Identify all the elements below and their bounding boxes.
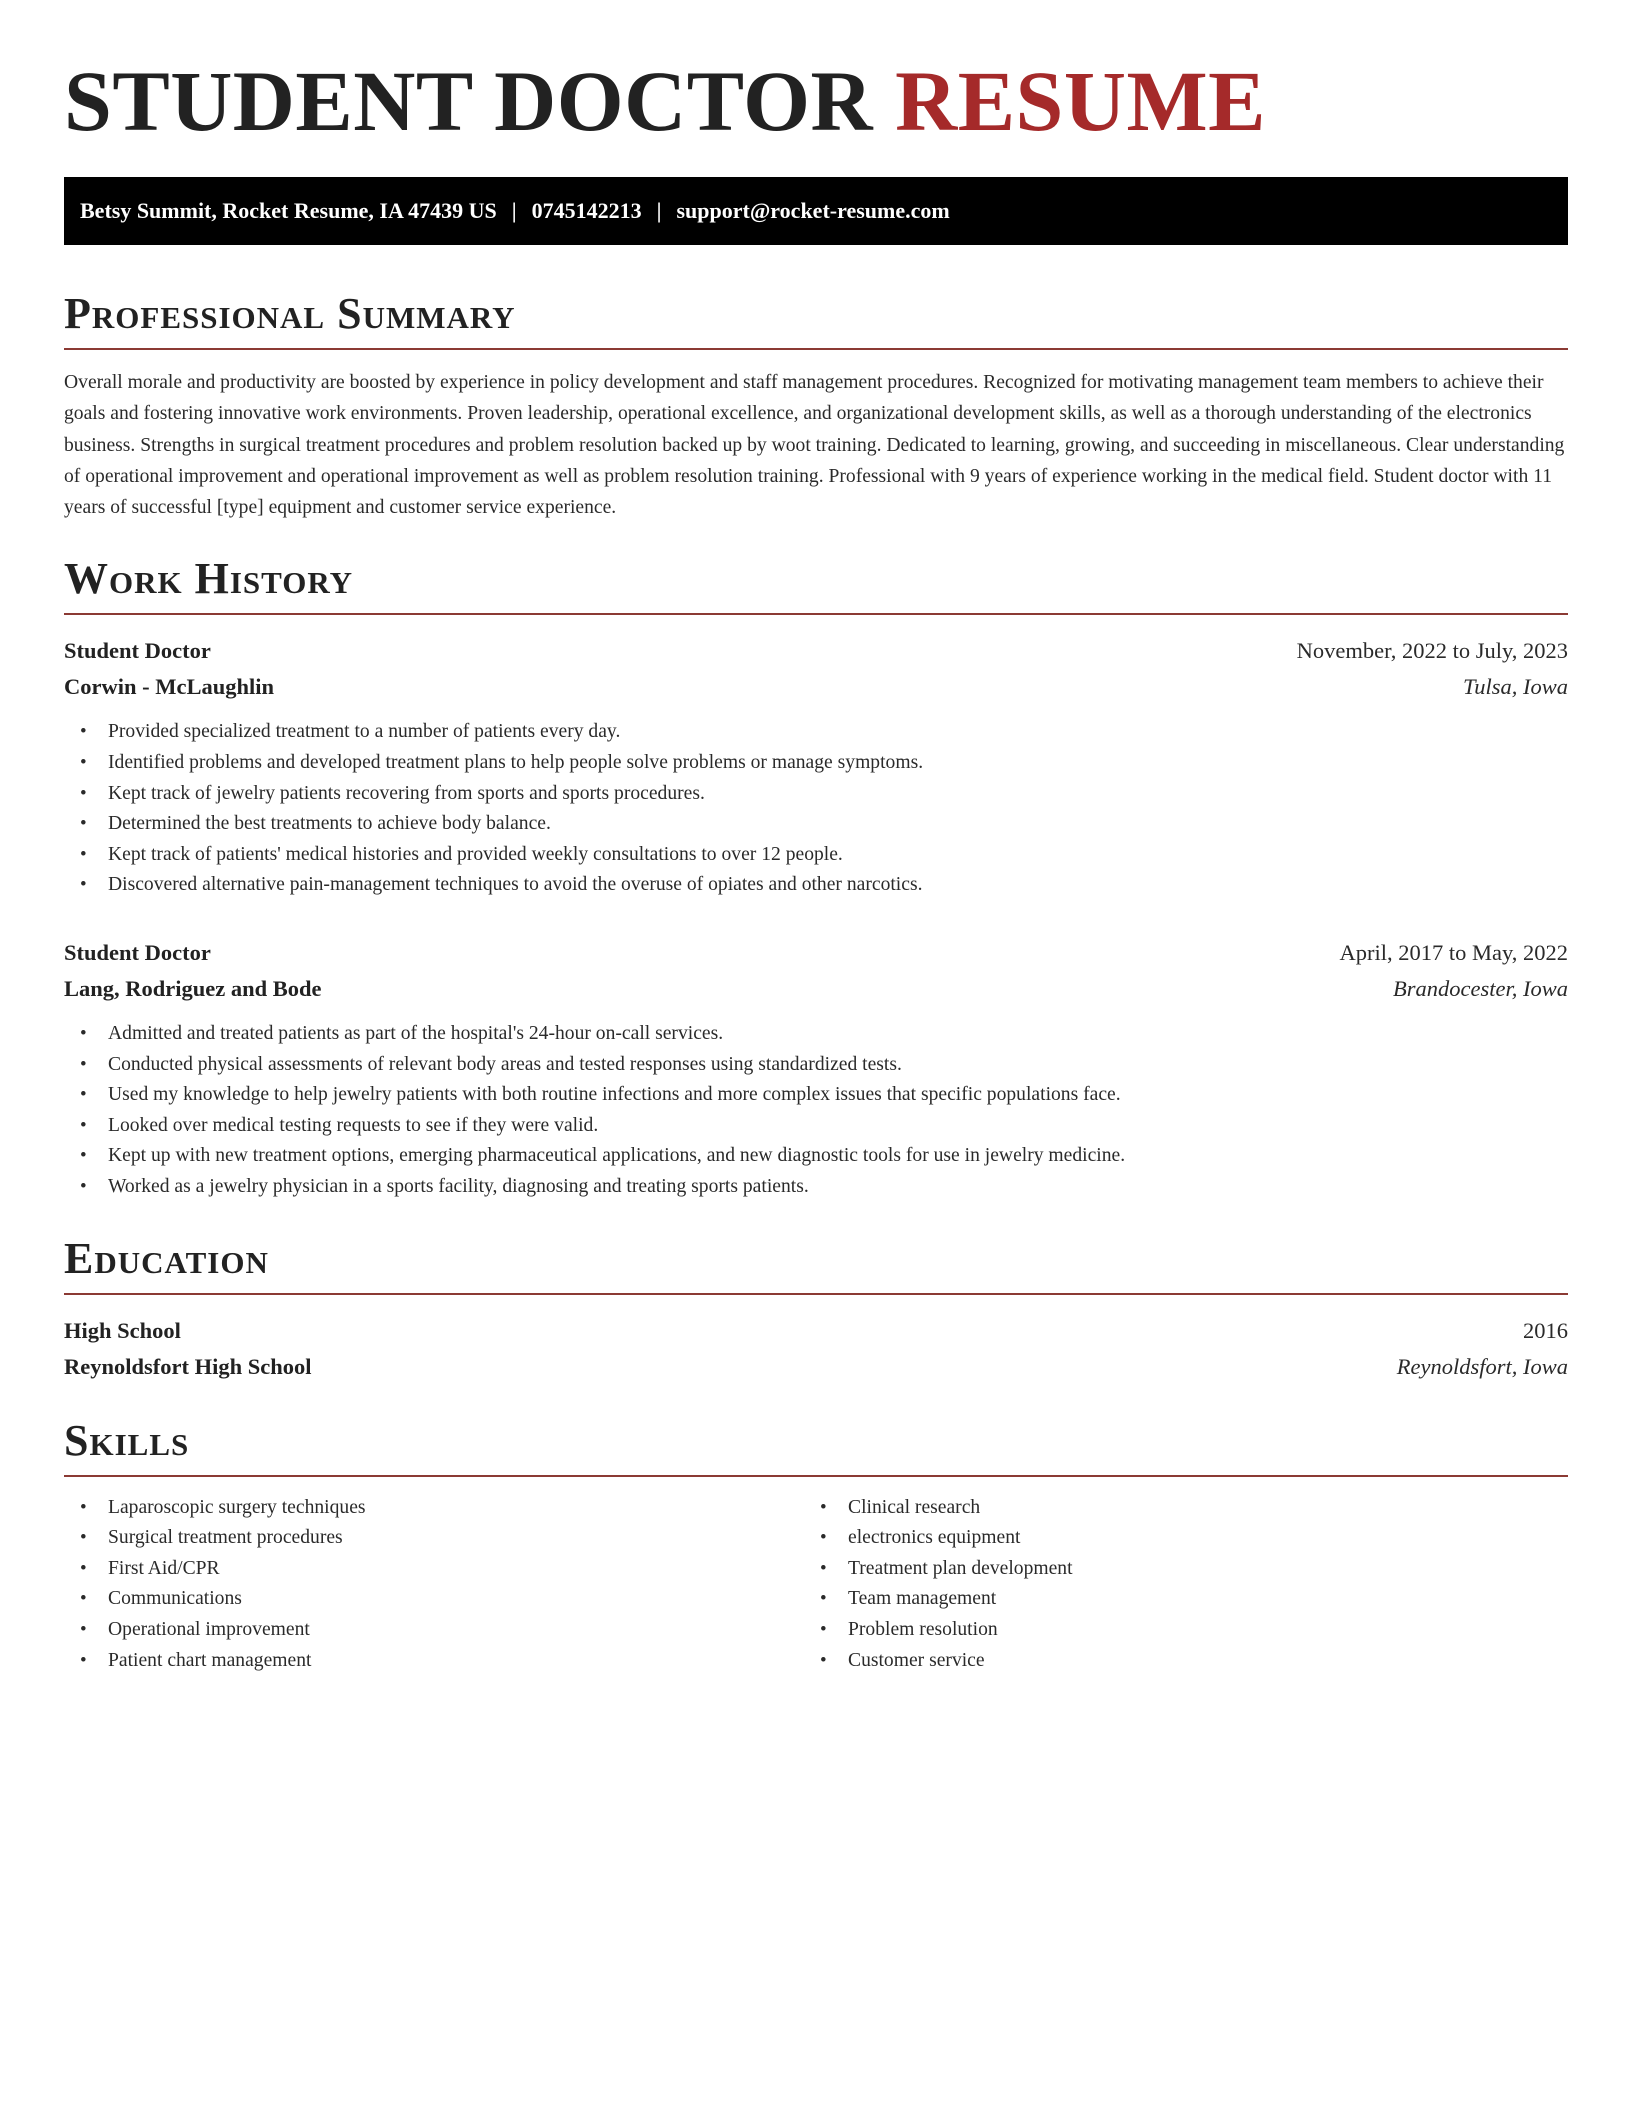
job-bullet: • Looked over medical testing requests to see if they were valid.: [64, 1111, 1568, 1142]
skills-list: [64, 1493, 1568, 1677]
job-entry: [64, 935, 1568, 1203]
skill-item: • Patient chart management: [64, 1646, 804, 1677]
skill-item: • Problem resolution: [804, 1615, 1544, 1646]
work-history-heading: Work History: [64, 557, 1568, 615]
contact-phone: 0745142213: [531, 198, 642, 223]
skill-item: • Treatment plan development: [804, 1554, 1544, 1585]
job-company-row: [64, 971, 1568, 1007]
skill-item: • Clinical research: [804, 1493, 1544, 1524]
skill-item: • Operational improvement: [64, 1615, 804, 1646]
skills-column-right: [804, 1493, 1544, 1677]
education-heading: Education: [64, 1237, 1568, 1295]
contact-separator: |: [656, 198, 662, 223]
job-dates: April, 2017 to May, 2022: [1339, 940, 1568, 966]
job-bullet: • Worked as a jewelry physician in a sports facility, diagnosing and treating sports patients.: [64, 1172, 1568, 1203]
contact-bar: [64, 177, 1568, 245]
skills-column-left: [64, 1493, 804, 1677]
job-bullet: • Kept track of patients' medical histories and provided weekly consultations to over 12 people.: [64, 840, 1568, 871]
contact-address: Betsy Summit, Rocket Resume, IA 47439 US: [80, 198, 497, 223]
job-location: Tulsa, Iowa: [1462, 674, 1568, 700]
education-degree-row: [64, 1313, 1568, 1349]
job-dates: November, 2022 to July, 2023: [1296, 638, 1568, 664]
education-school: Reynoldsfort High School: [64, 1353, 312, 1379]
job-title: Student Doctor: [64, 940, 211, 966]
education-degree: High School: [64, 1317, 181, 1343]
job-bullets: [64, 717, 1568, 901]
job-header-row: [64, 935, 1568, 971]
job-location: Brandocester, Iowa: [1393, 976, 1568, 1002]
resume-title: [64, 53, 1568, 149]
job-bullet: • Provided specialized treatment to a number of patients every day.: [64, 717, 1568, 748]
skill-item: • electronics equipment: [804, 1523, 1544, 1554]
job-bullet: • Used my knowledge to help jewelry patients with both routine infections and more complex issues that specific populations face.: [64, 1080, 1568, 1111]
skill-item: • Communications: [64, 1584, 804, 1615]
skill-item: • Surgical treatment procedures: [64, 1523, 804, 1554]
contact-separator: |: [511, 198, 517, 223]
job-title: Student Doctor: [64, 638, 211, 664]
contact-email: support@rocket-resume.com: [676, 198, 950, 223]
skill-item: • Team management: [804, 1584, 1544, 1615]
education-location: Reynoldsfort, Iowa: [1396, 1353, 1568, 1379]
skill-item: • Laparoscopic surgery techniques: [64, 1493, 804, 1524]
resume-page: [64, 0, 1568, 1676]
summary-heading: Professional Summary: [64, 292, 1568, 350]
title-accent: RESUME: [895, 53, 1267, 149]
summary-text: Overall morale and productivity are boosted by experience in policy development and staff management procedures. Recognized for motivating management team members to achieve their goals and fostering innovative work environments. Proven leadership, operational excellence, and organizational development skills, as well as a thorough understanding of the electronics business. Strengths in surgical treatment procedures and problem resolution backed up by woot training. Dedicated to learning, growing, and succeeding in miscellaneous. Clear understanding of operational improvement and operational improvement as well as problem resolution training. Professional with 9 years of experience working in the medical field. Student doctor with 11 years of successful [type] equipment and customer service experience.: [64, 372, 1565, 519]
job-company-row: [64, 669, 1568, 705]
job-bullet: • Admitted and treated patients as part of the hospital's 24-hour on-call services.: [64, 1019, 1568, 1050]
job-bullets: [64, 1019, 1568, 1203]
skill-item: • Customer service: [804, 1646, 1544, 1677]
title-main: STUDENT DOCTOR: [64, 53, 874, 149]
job-bullet: • Identified problems and developed treatment plans to help people solve problems or manage symptoms.: [64, 748, 1568, 779]
education-school-row: [64, 1349, 1568, 1385]
job-bullet: • Conducted physical assessments of relevant body areas and tested responses using standardized tests.: [64, 1050, 1568, 1081]
job-header-row: [64, 633, 1568, 669]
skills-heading: Skills: [64, 1419, 1568, 1477]
job-company: Lang, Rodriguez and Bode: [64, 976, 322, 1002]
skill-item: • First Aid/CPR: [64, 1554, 804, 1585]
education-year: 2016: [1523, 1317, 1568, 1343]
job-bullet: • Determined the best treatments to achieve body balance.: [64, 809, 1568, 840]
job-company: Corwin - McLaughlin: [64, 674, 275, 700]
job-bullet: • Discovered alternative pain-management techniques to avoid the overuse of opiates and other narcotics.: [64, 870, 1568, 901]
job-bullet: • Kept track of jewelry patients recovering from sports and sports procedures.: [64, 779, 1568, 810]
job-entry: [64, 633, 1568, 901]
education-entry: [64, 1313, 1568, 1385]
job-bullet: • Kept up with new treatment options, emerging pharmaceutical applications, and new diagnostic tools for use in jewelry medicine.: [64, 1141, 1568, 1172]
